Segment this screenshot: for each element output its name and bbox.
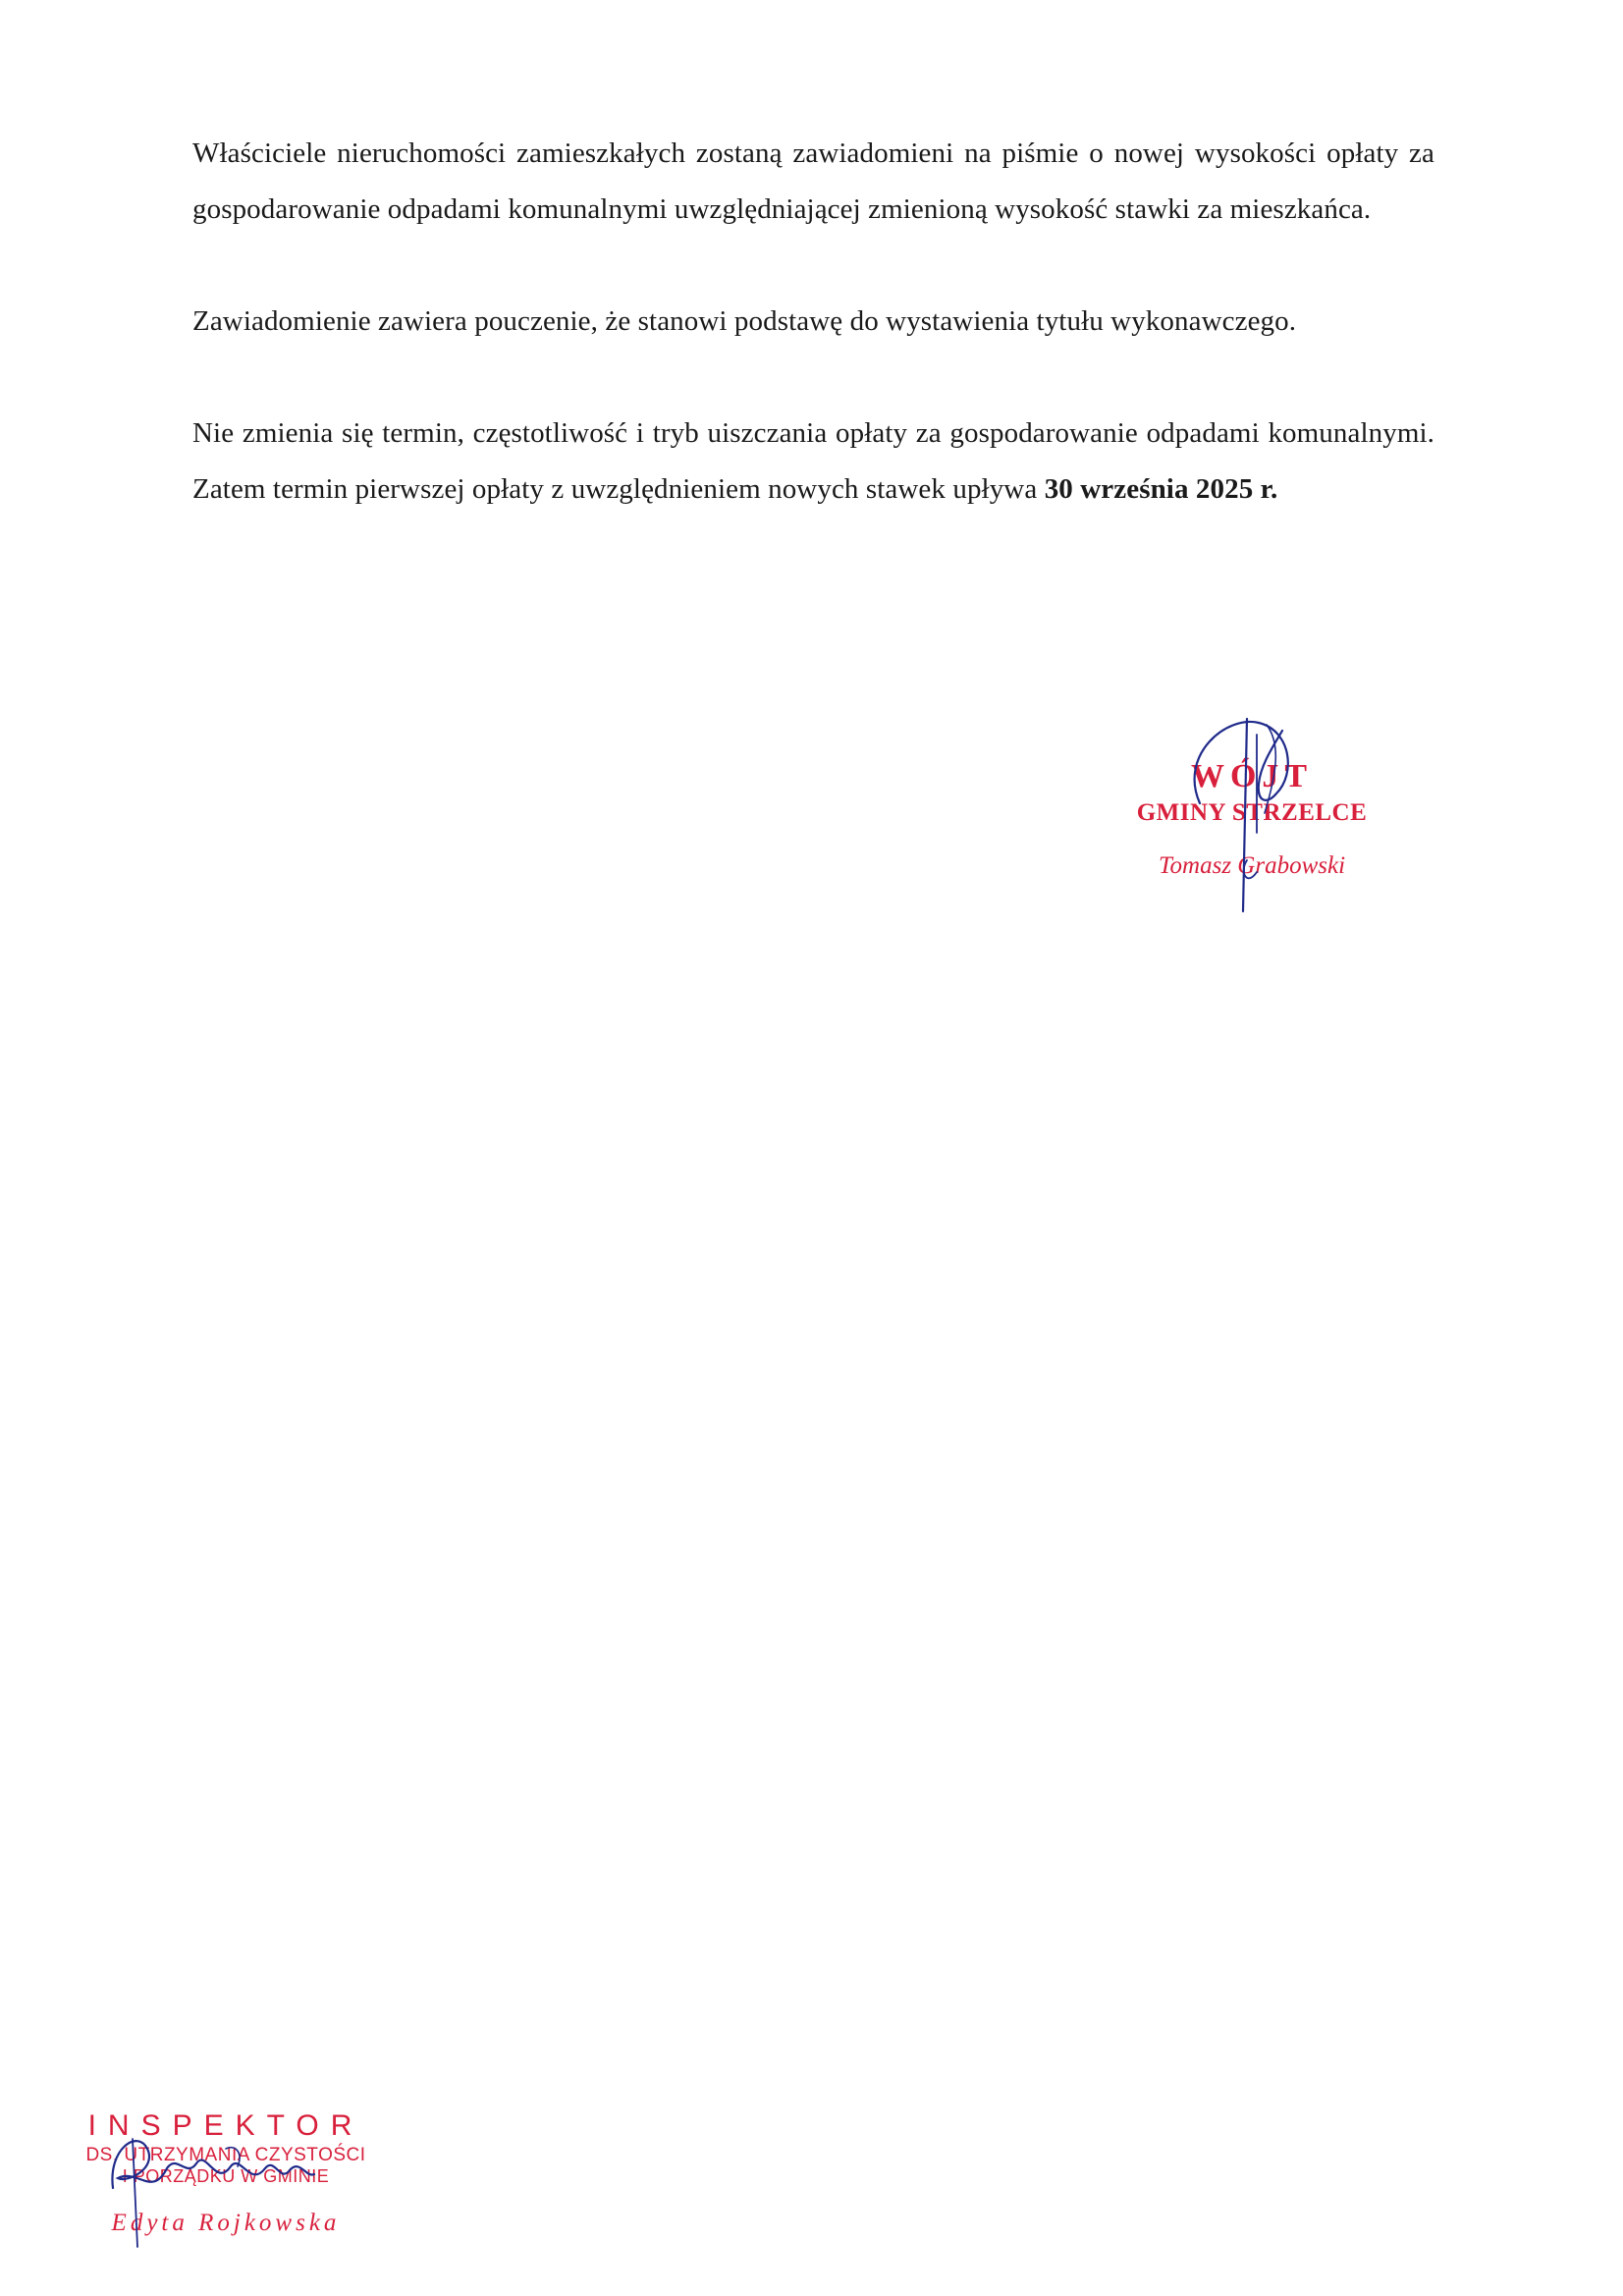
- inspector-stamp-line-2: I PORZĄDKU W GMINIE: [122, 2166, 330, 2186]
- inspector-signature: [79, 2109, 373, 2257]
- paragraph-notification: Właściciele nieruchomości zamieszkałych zostaną zawiadomieni na piśmie o nowej wysokości opłaty za gospodarowanie odpadami komunalnymi uwzględniającej zmienioną wysokość stawki za mieszkańca.: [192, 137, 1434, 225]
- mayor-stamp-subtitle: GMINY STRZELCE: [1136, 799, 1368, 826]
- payment-deadline: 30 września 2025 r.: [1044, 473, 1278, 505]
- inspector-stamp-name: Edyta Rojkowska: [111, 2210, 341, 2236]
- paragraph-instruction: Zawiadomienie zawiera pouczenie, że stanowi podstawę do wystawienia tytułu wykonawczego.: [192, 305, 1297, 337]
- inspector-stamp-line-1: DS. UTRZYMANIA CZYSTOŚCI: [85, 2145, 366, 2165]
- inspector-stamp: [79, 2109, 373, 2257]
- document-body: [192, 126, 1434, 574]
- inspector-stamp-title: INSPEKTOR: [87, 2109, 364, 2142]
- paragraph-payment-terms: [192, 406, 1434, 518]
- mayor-stamp-title: WÓJT: [1190, 758, 1314, 794]
- mayor-stamp-name: Tomasz Grabowski: [1158, 852, 1346, 879]
- mayor-signature: [1109, 715, 1394, 921]
- mayor-stamp: [1109, 715, 1394, 911]
- paragraph-payment-terms-text: Nie zmienia się termin, częstotliwość i tryb uiszczania opłaty za gospodarowanie odpadami komunalnymi. Zatem termin pierwszej opłaty z uwzględnieniem nowych stawek upływa: [192, 417, 1434, 505]
